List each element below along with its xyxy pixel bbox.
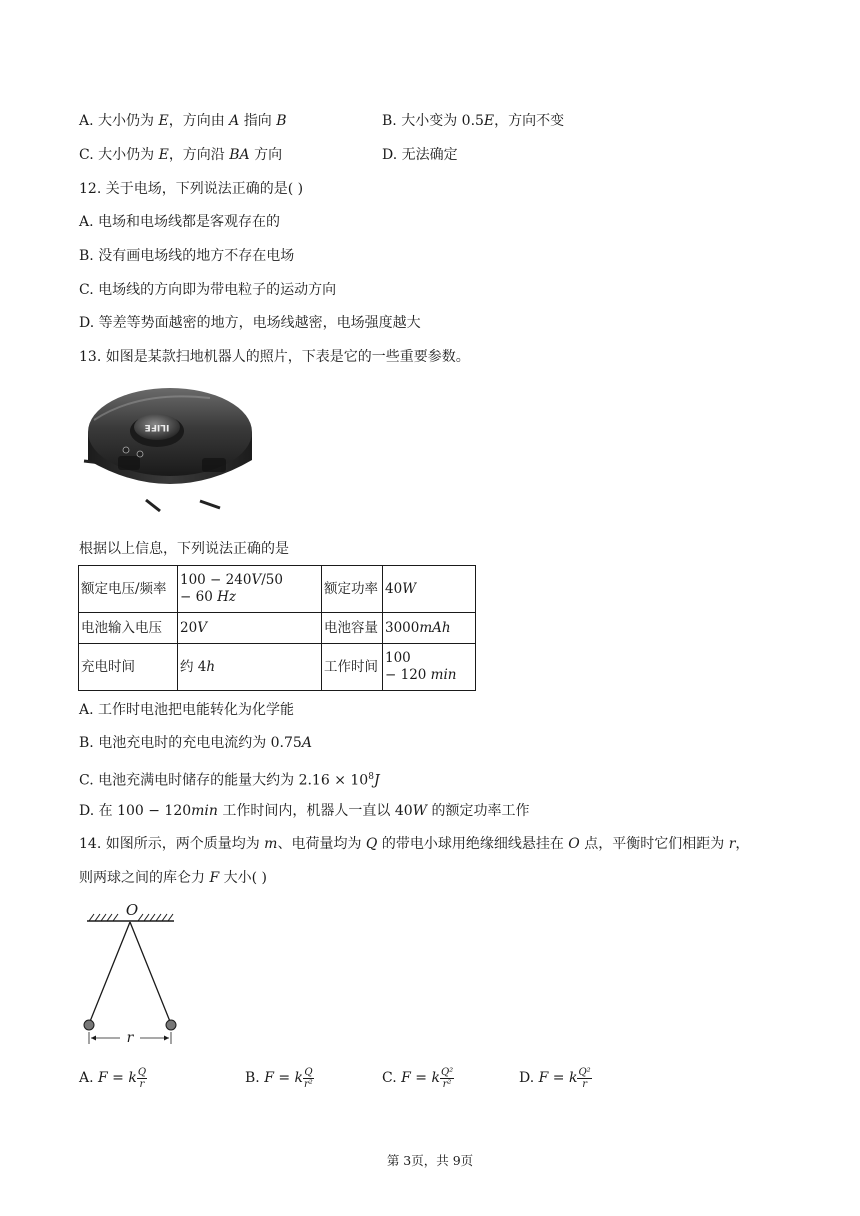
cell-key: 电池输入电压: [81, 620, 162, 636]
math-var: r: [728, 836, 736, 852]
math-expr: F = k: [401, 1070, 440, 1086]
table-row: [79, 613, 476, 644]
math-num: 40: [394, 803, 413, 819]
stem-text: 14. 如图所示，两个质量均为: [79, 836, 265, 852]
stem-text: ，: [735, 836, 750, 852]
q13-option-d: [79, 801, 530, 821]
option-text: ，方向沿: [168, 147, 230, 163]
math-expr: F = k: [98, 1070, 137, 1086]
table-cell: [383, 613, 476, 644]
option-text: 方向: [249, 147, 283, 163]
option-text: 工作时间内，机器人一直以: [217, 803, 395, 819]
option-label: B.: [382, 113, 402, 129]
q13-option-c: [79, 767, 380, 791]
robot-logo: ILIFE: [144, 422, 170, 432]
math-num: 40: [385, 581, 403, 597]
q11-option-a: [79, 111, 286, 131]
math-var: E: [158, 147, 169, 163]
q14-option-d: [519, 1066, 592, 1090]
math-unit: h: [206, 659, 216, 675]
fraction-denominator: r: [582, 1078, 587, 1090]
table-cell: [322, 613, 383, 644]
math-num: − 60: [180, 589, 213, 605]
q14-stem-line2: [79, 868, 267, 888]
math-unit: min: [191, 803, 218, 819]
option-text: 指向: [239, 113, 277, 129]
math-var: Q: [365, 836, 378, 852]
point-o-label: O: [125, 901, 139, 919]
option-label: A.: [79, 1070, 99, 1086]
math-unit: V: [251, 572, 262, 588]
q14-stem-line1: [79, 834, 749, 854]
option-text: ，方向由: [168, 113, 230, 129]
fraction-numerator: Q²: [578, 1066, 591, 1078]
q11-option-c: [79, 145, 282, 165]
option-text: 大小仍为: [98, 147, 159, 163]
option-label: C.: [79, 147, 99, 163]
fraction: [137, 1067, 147, 1090]
q11-option-d: [382, 145, 458, 165]
q14-option-a: [79, 1066, 147, 1090]
option-text: 无法确定: [401, 147, 458, 163]
math-num: 100: [385, 650, 411, 666]
table-cell: [79, 644, 178, 691]
q13-intro: 根据以上信息，下列说法正确的是: [79, 541, 289, 557]
table-cell: [79, 566, 178, 613]
right-ball: [166, 1020, 176, 1030]
math-unit: mAh: [419, 620, 451, 636]
option-label: D.: [519, 1070, 539, 1086]
option-text: 大小变为: [401, 113, 462, 129]
fraction-numerator: Q: [137, 1066, 147, 1078]
math-var: BA: [229, 147, 250, 163]
table-row: [79, 644, 476, 691]
fraction-denominator: r: [139, 1078, 145, 1090]
stem-text: 大小( ): [219, 870, 267, 886]
math-num: − 120: [385, 667, 427, 683]
math-var: A: [229, 113, 240, 129]
stem-text: 的带电小球用绝缘细线悬挂在: [377, 836, 569, 852]
fraction-numerator: Q: [304, 1066, 313, 1078]
table-cell: [322, 566, 383, 613]
math-var: E: [483, 113, 495, 129]
option-label: C.: [382, 1070, 402, 1086]
fraction-denominator: r²: [304, 1078, 313, 1090]
right-string: [130, 922, 171, 1024]
table-cell: [178, 644, 322, 691]
math-unit: Hz: [217, 589, 236, 605]
cell-key: 工作时间: [324, 659, 378, 675]
left-string: [89, 922, 130, 1024]
q12-option-a: A. 电场和电场线都是客观存在的: [79, 214, 281, 230]
option-text: 大小仍为: [98, 113, 159, 129]
table-cell: [383, 566, 476, 613]
math-exponent: 8: [368, 772, 374, 782]
math-var: m: [264, 836, 278, 852]
table-cell: [383, 644, 476, 691]
math-num: 20: [180, 620, 198, 636]
option-text: 的额定功率工作: [427, 803, 530, 819]
q13-stem: 13. 如图是某款扫地机器人的照片，下表是它的一些重要参数。: [79, 349, 470, 365]
math-unit: A: [301, 735, 312, 751]
option-label: B.: [245, 1070, 265, 1086]
robot-vacuum-image: [80, 380, 262, 518]
q12-option-d: D. 等差等势面越密的地方，电场线越密，电场强度越大: [79, 315, 421, 331]
cell-key: 充电时间: [81, 659, 135, 675]
q14-option-b: [245, 1066, 314, 1090]
math-num: 3000: [385, 620, 420, 636]
left-ball: [84, 1020, 94, 1030]
math-unit: V: [197, 620, 207, 636]
option-label: A.: [79, 113, 99, 129]
pendulum-diagram: [80, 898, 180, 1048]
option-label: D.: [382, 147, 402, 163]
table-cell: [79, 613, 178, 644]
math-num: 0.75: [270, 735, 302, 751]
math-var: B: [276, 113, 287, 129]
q13-option-b: [79, 733, 312, 753]
q14-option-c: [382, 1066, 454, 1090]
cell-key: 电池容量: [324, 620, 378, 636]
cell-key: 额定电压/频率: [81, 581, 167, 597]
table-cell: [178, 613, 322, 644]
q12-option-b: B. 没有画电场线的地方不存在电场: [79, 248, 295, 264]
q12-stem: 12. 关于电场，下列说法正确的是( ): [79, 181, 304, 197]
fraction-numerator: Q²: [440, 1066, 454, 1078]
math-num: 2.16 × 10: [298, 772, 369, 789]
math-num: 0.5: [461, 113, 484, 129]
option-text: ，方向不变: [494, 113, 565, 129]
fraction: [440, 1067, 454, 1090]
option-text: C. 电池充满电时储存的能量大约为: [79, 772, 299, 789]
stem-text: 则两球之间的库仑力: [79, 870, 210, 886]
math-var: E: [158, 113, 169, 129]
fraction-denominator: r²: [442, 1078, 452, 1090]
math-unit: W: [402, 581, 417, 597]
math-num: 100 − 240: [180, 572, 252, 588]
distance-r-label: r: [126, 1030, 134, 1046]
cell-value: 约 4: [180, 659, 207, 675]
math-expr: F = k: [264, 1070, 304, 1086]
math-var: O: [568, 836, 580, 852]
q11-option-b: [382, 111, 564, 131]
math-expr: F = k: [538, 1070, 578, 1086]
q13-parameters-table: [78, 565, 476, 691]
q13-option-a: A. 工作时电池把电能转化为化学能: [79, 702, 295, 718]
option-text: D. 在: [79, 803, 118, 819]
fraction: [577, 1067, 591, 1090]
math-num: 100 − 120: [117, 803, 192, 819]
math-num: /50: [261, 572, 283, 588]
q12-option-c: C. 电场线的方向即为带电粒子的运动方向: [79, 282, 337, 298]
table-row: [79, 566, 476, 613]
table-cell: [322, 644, 383, 691]
option-text: B. 电池充电时的充电电流约为: [79, 735, 271, 751]
page-footer: 第 3页，共 9页: [386, 1153, 474, 1168]
stem-text: 、电荷量均为: [277, 836, 366, 852]
math-unit: min: [430, 667, 457, 683]
math-unit: W: [412, 803, 428, 819]
cell-key: 额定功率: [324, 581, 378, 597]
math-var: F: [209, 870, 220, 886]
table-cell: [178, 566, 322, 613]
math-unit: J: [373, 772, 380, 789]
fraction: [303, 1067, 314, 1090]
stem-text: 点，平衡时它们相距为: [579, 836, 729, 852]
